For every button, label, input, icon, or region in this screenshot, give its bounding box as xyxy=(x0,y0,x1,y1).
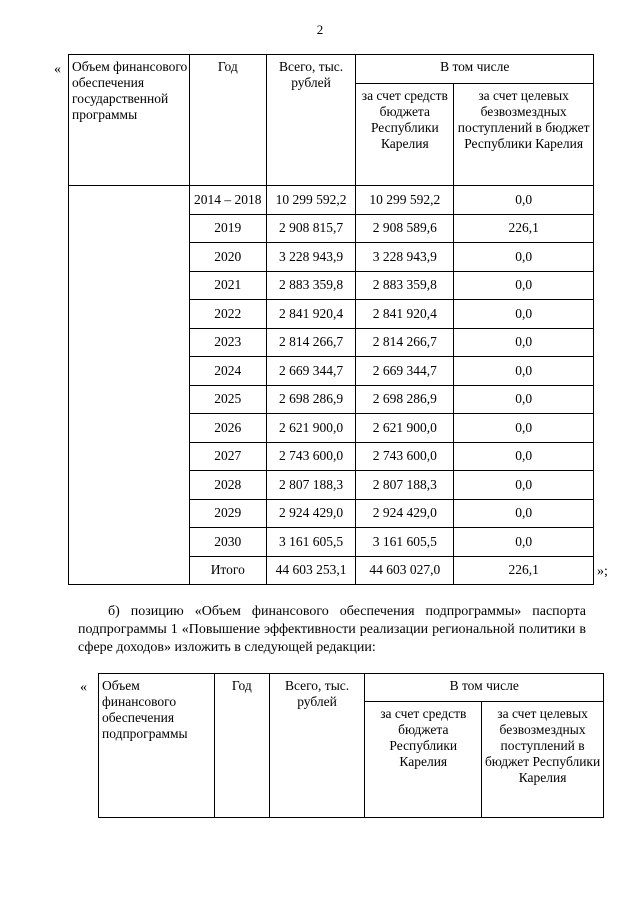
table-row xyxy=(69,271,594,300)
cell-budget: 2 621 900,0 xyxy=(356,414,454,443)
table-row xyxy=(69,357,594,386)
cell-total: 2 669 344,7 xyxy=(266,357,356,386)
cell-budget: 44 603 027,0 xyxy=(356,556,454,585)
col-total: Всего, тыс. рублей xyxy=(269,674,365,818)
cell-total: 2 908 815,7 xyxy=(266,214,356,243)
col-total: Всего, тыс. рублей xyxy=(266,55,356,186)
cell-targeted: 0,0 xyxy=(454,186,594,215)
table-row xyxy=(69,442,594,471)
blank-cell xyxy=(69,243,190,272)
cell-total: 2 743 600,0 xyxy=(266,442,356,471)
table-row xyxy=(69,499,594,528)
table-row xyxy=(69,214,594,243)
cell-targeted: 0,0 xyxy=(454,471,594,500)
financing-table-program xyxy=(68,54,594,585)
cell-year: 2025 xyxy=(189,385,266,414)
amendment-paragraph: б) позицию «Объем финансового обеспечения подпрограммы» паспорта подпрограммы 1 «Повышение эффективности реализации региональной политики в сфере доходов» изложить в следующей редакции: xyxy=(78,604,586,655)
cell-targeted: 0,0 xyxy=(454,528,594,557)
cell-targeted: 0,0 xyxy=(454,414,594,443)
cell-budget: 2 743 600,0 xyxy=(356,442,454,471)
cell-targeted: 0,0 xyxy=(454,328,594,357)
cell-total: 2 924 429,0 xyxy=(266,499,356,528)
blank-cell xyxy=(69,357,190,386)
cell-budget: 2 924 429,0 xyxy=(356,499,454,528)
table-row xyxy=(69,414,594,443)
cell-total: 2 814 266,7 xyxy=(266,328,356,357)
cell-budget: 2 883 359,8 xyxy=(356,271,454,300)
col-targeted: за счет целевых безвозмездных поступлений в бюджет Республики Карелия xyxy=(454,84,594,186)
table-row xyxy=(69,471,594,500)
cell-targeted: 0,0 xyxy=(454,385,594,414)
table-row xyxy=(69,528,594,557)
blank-cell xyxy=(69,414,190,443)
cell-total: 2 807 188,3 xyxy=(266,471,356,500)
col-including: В том числе xyxy=(356,55,594,84)
cell-year: 2026 xyxy=(189,414,266,443)
blank-cell xyxy=(69,300,190,329)
head-label: Объем финансового обеспечения подпрограммы xyxy=(99,674,215,818)
table-row xyxy=(69,186,594,215)
cell-budget: 2 908 589,6 xyxy=(356,214,454,243)
cell-year: 2019 xyxy=(189,214,266,243)
cell-year: 2014 – 2018 xyxy=(189,186,266,215)
table-row xyxy=(69,300,594,329)
cell-year: 2022 xyxy=(189,300,266,329)
col-including: В том числе xyxy=(365,674,604,702)
blank-cell xyxy=(69,186,190,215)
cell-targeted: 226,1 xyxy=(454,214,594,243)
cell-year: 2030 xyxy=(189,528,266,557)
open-quote-1: « xyxy=(54,62,61,77)
blank-cell xyxy=(69,271,190,300)
cell-year: 2020 xyxy=(189,243,266,272)
blank-cell xyxy=(69,214,190,243)
cell-total: 10 299 592,2 xyxy=(266,186,356,215)
cell-year: Итого xyxy=(189,556,266,585)
page-number: 2 xyxy=(316,22,324,37)
cell-targeted: 0,0 xyxy=(454,271,594,300)
col-year: Год xyxy=(214,674,269,818)
table-row xyxy=(69,556,594,585)
cell-targeted: 0,0 xyxy=(454,499,594,528)
cell-year: 2029 xyxy=(189,499,266,528)
table-row xyxy=(69,385,594,414)
cell-total: 3 161 605,5 xyxy=(266,528,356,557)
cell-targeted: 226,1 xyxy=(454,556,594,585)
cell-budget: 2 669 344,7 xyxy=(356,357,454,386)
cell-total: 2 841 920,4 xyxy=(266,300,356,329)
cell-year: 2027 xyxy=(189,442,266,471)
cell-year: 2023 xyxy=(189,328,266,357)
table-row xyxy=(69,243,594,272)
cell-targeted: 0,0 xyxy=(454,243,594,272)
cell-total: 3 228 943,9 xyxy=(266,243,356,272)
cell-budget: 2 698 286,9 xyxy=(356,385,454,414)
cell-budget: 2 814 266,7 xyxy=(356,328,454,357)
cell-year: 2028 xyxy=(189,471,266,500)
blank-cell xyxy=(69,328,190,357)
col-budget: за счет средств бюджета Республики Карелия xyxy=(365,702,482,818)
cell-total: 2 883 359,8 xyxy=(266,271,356,300)
cell-total: 2 698 286,9 xyxy=(266,385,356,414)
cell-targeted: 0,0 xyxy=(454,442,594,471)
cell-targeted: 0,0 xyxy=(454,357,594,386)
cell-budget: 2 807 188,3 xyxy=(356,471,454,500)
cell-budget: 3 228 943,9 xyxy=(356,243,454,272)
financing-table-subprogram xyxy=(98,673,604,818)
cell-total: 2 621 900,0 xyxy=(266,414,356,443)
cell-budget: 3 161 605,5 xyxy=(356,528,454,557)
cell-total: 44 603 253,1 xyxy=(266,556,356,585)
cell-targeted: 0,0 xyxy=(454,300,594,329)
cell-budget: 10 299 592,2 xyxy=(356,186,454,215)
open-quote-2: « xyxy=(80,680,87,695)
blank-cell xyxy=(69,499,190,528)
cell-year: 2024 xyxy=(189,357,266,386)
table-row xyxy=(69,328,594,357)
blank-cell xyxy=(69,471,190,500)
blank-cell xyxy=(69,442,190,471)
col-targeted: за счет целевых безвозмездных поступлений в бюджет Республики Карелия xyxy=(482,702,604,818)
col-budget: за счет средств бюджета Республики Карелия xyxy=(356,84,454,186)
cell-budget: 2 841 920,4 xyxy=(356,300,454,329)
col-year: Год xyxy=(189,55,266,186)
cell-year: 2021 xyxy=(189,271,266,300)
head-label: Объем финансового обеспечения государственной программы xyxy=(69,55,190,186)
blank-cell xyxy=(69,556,190,585)
close-quote-1: »; xyxy=(597,564,608,579)
blank-cell xyxy=(69,385,190,414)
blank-cell xyxy=(69,528,190,557)
